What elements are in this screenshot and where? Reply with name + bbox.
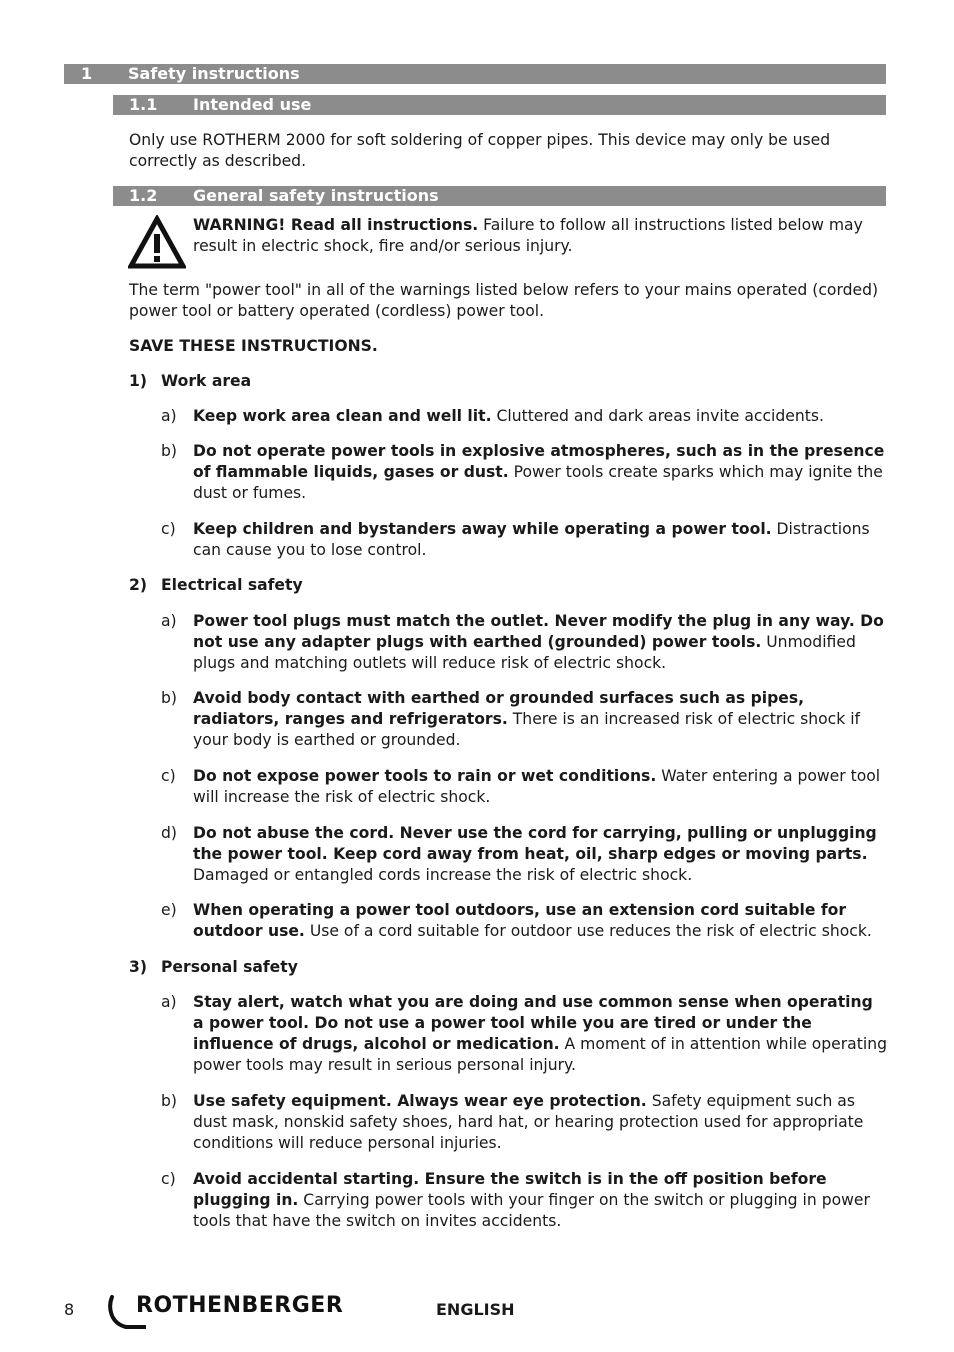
power-tool-term-text: The term "power tool" in all of the warnings listed below refers to your mains operated (corded) power tool or battery operated (cordless) power tool.	[129, 281, 879, 320]
item-letter: c)	[161, 1170, 176, 1188]
save-instructions: SAVE THESE INSTRUCTIONS.	[129, 337, 378, 355]
item-text	[193, 766, 888, 808]
item-bold: Power tool plugs must match the outlet. Never modify the plug in any way. Do not use any adapter plugs with earthed (grounded) power tools.	[193, 612, 884, 651]
language-label: ENGLISH	[436, 1300, 515, 1319]
item-letter: b)	[161, 1092, 177, 1110]
subsection-header-intended-use	[113, 95, 886, 115]
intended-use-text: Only use ROTHERM 2000 for soft soldering of copper pipes. This device may only be used correctly as described.	[129, 131, 831, 170]
section-number: 3)	[129, 958, 147, 976]
item-body: Carrying power tools with your finger on the switch or plugging in power tools that have the switch on invites accidents.	[193, 1191, 870, 1230]
section-number: 2)	[129, 576, 147, 594]
item-bold: Stay alert, watch what you are doing and use common sense when operating a power tool. Do not use a power tool while you are tired or under the influence of drugs, alcohol or medication.	[193, 993, 873, 1053]
subsection-number: 1.2	[129, 186, 158, 205]
item-letter: d)	[161, 824, 177, 842]
item-letter: b)	[161, 689, 177, 707]
subsection-number: 1.1	[129, 95, 158, 114]
item-bold: Do not operate power tools in explosive atmospheres, such as in the presence of flammable liquids, gases or dust.	[193, 442, 885, 481]
warning-text	[193, 215, 883, 257]
item-body: Cluttered and dark areas invite accidents.	[491, 407, 824, 425]
warning-bold: WARNING! Read all instructions.	[193, 216, 479, 234]
section-number: 1	[81, 64, 93, 83]
item-letter: e)	[161, 901, 177, 919]
section-header-safety	[64, 64, 886, 84]
item-letter: c)	[161, 520, 176, 538]
item-text	[193, 1169, 888, 1232]
item-bold: Avoid accidental starting. Ensure the switch is in the off position before plugging in.	[193, 1170, 827, 1209]
item-bold: Keep children and bystanders away while operating a power tool.	[193, 520, 772, 538]
item-body: Damaged or entangled cords increase the risk of electric shock.	[193, 866, 693, 884]
warning-triangle-icon	[128, 215, 186, 270]
item-bold: When operating a power tool outdoors, use an extension cord suitable for outdoor use.	[193, 901, 847, 940]
item-text	[193, 611, 888, 674]
item-letter: c)	[161, 767, 176, 785]
section-number: 1)	[129, 372, 147, 390]
subsection-header-general-safety	[113, 186, 886, 206]
item-text	[193, 519, 888, 561]
brand-logo-text: ROTHENBERGER	[136, 1293, 344, 1318]
item-body: Safety equipment such as dust mask, nonskid safety shoes, hard hat, or hearing protection used for appropriate conditions will reduce personal injuries.	[193, 1092, 864, 1152]
item-text	[193, 992, 888, 1076]
item-body: Distractions can cause you to lose control.	[193, 520, 870, 559]
item-letter: b)	[161, 442, 177, 460]
item-text	[193, 823, 888, 886]
item-bold: Do not expose power tools to rain or wet conditions.	[193, 767, 657, 785]
section-title: Electrical safety	[161, 576, 303, 594]
subsection-title: Intended use	[193, 95, 312, 114]
item-letter: a)	[161, 407, 177, 425]
item-body: A moment of in attention while operating power tools may result in serious personal injury.	[193, 1035, 887, 1074]
item-bold: Avoid body contact with earthed or grounded surfaces such as pipes, radiators, ranges and refrigerators.	[193, 689, 805, 728]
section-title: Safety instructions	[128, 64, 300, 83]
page-number: 8	[64, 1300, 75, 1319]
item-text	[193, 441, 888, 504]
item-text	[193, 406, 888, 427]
item-body: There is an increased risk of electric shock if your body is earthed or grounded.	[193, 710, 861, 749]
item-text	[193, 688, 888, 751]
item-letter: a)	[161, 612, 177, 630]
subsection-title: General safety instructions	[193, 186, 439, 205]
warning-body: Failure to follow all instructions listed below may result in electric shock, fire and/or serious injury.	[193, 216, 863, 255]
item-body: Water entering a power tool will increase the risk of electric shock.	[193, 767, 881, 806]
item-bold: Do not abuse the cord. Never use the cord for carrying, pulling or unplugging the power tool. Keep cord away from heat, oil, sharp edges or moving parts.	[193, 824, 877, 863]
item-body: Unmodified plugs and matching outlets will reduce risk of electric shock.	[193, 633, 856, 672]
item-text	[193, 900, 888, 942]
item-bold: Keep work area clean and well lit.	[193, 407, 492, 425]
item-body: Use of a cord suitable for outdoor use reduces the risk of electric shock.	[304, 922, 872, 940]
section-title: Work area	[161, 372, 252, 390]
section-title: Personal safety	[161, 958, 298, 976]
item-letter: a)	[161, 993, 177, 1011]
item-body: Power tools create sparks which may ignite the dust or fumes.	[193, 463, 883, 502]
item-text	[193, 1091, 888, 1154]
item-bold: Use safety equipment. Always wear eye protection.	[193, 1092, 647, 1110]
